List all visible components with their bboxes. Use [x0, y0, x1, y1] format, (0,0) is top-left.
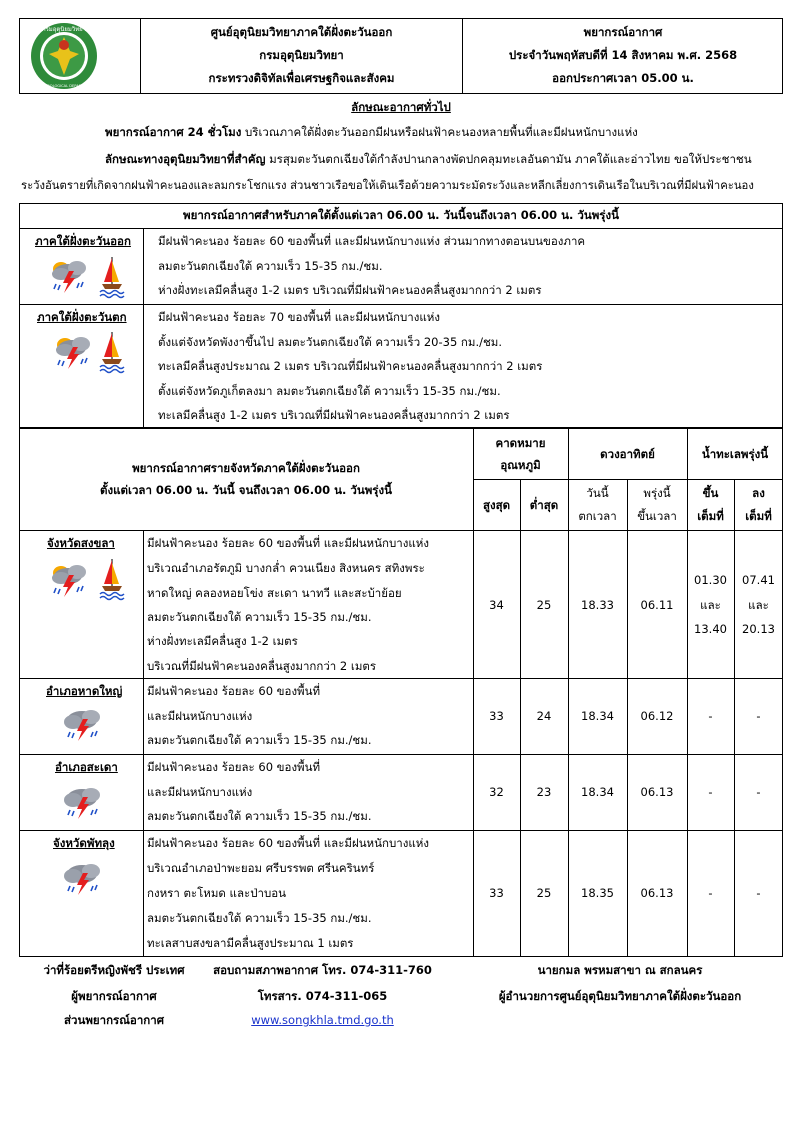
row-hatyai-name: อำเภอหาดใหญ่ [46, 684, 123, 698]
sailboat-icon [100, 255, 126, 299]
org-line-1: ศูนย์อุตุนิยมวิทยาภาคใต้ฝั่งตะวันออก [210, 25, 393, 39]
sunrise-header-1: พรุ่งนี้ [643, 486, 671, 500]
temp-header-2: อุณหภูมิ [500, 458, 541, 472]
row-phatthalung-name: จังหวัดพัทลุง [53, 836, 115, 850]
row-phatthalung-line-1: มีฝนฟ้าคะนอง ร้อยละ 60 ของพื้นที่ และมีฝนหนักบางแห่ง [147, 836, 429, 850]
footer-fax: โทรสาร. 074-311-065 [257, 989, 388, 1003]
general-p2 [105, 152, 752, 166]
row-hatyai-low: - [756, 709, 761, 723]
logo-top-text: กรมอุตุนิยมวิทยา [41, 26, 87, 33]
low-tide-header-1: ลง [752, 486, 765, 500]
row-songkhla-line-5: ห่างฝั่งทะเลมีคลื่นสูง 1-2 เมตร [147, 634, 298, 648]
row-songkhla-low-2: และ [748, 598, 769, 612]
sunrise-header-2: ขึ้นเวลา [637, 509, 677, 523]
temp-header-1: คาดหมาย [495, 436, 546, 450]
region-name-west: ภาคใต้ฝั่งตะวันตก [37, 310, 127, 324]
forecast-issue-time: ออกประกาศเวลา 05.00 น. [552, 71, 694, 85]
row-songkhla-high-2: และ [700, 598, 721, 612]
org-line-2: กรมอุตุนิยมวิทยา [259, 48, 344, 62]
general-p1-label: พยากรณ์อากาศ 24 ชั่วโมง [105, 125, 242, 139]
website-link[interactable]: www.songkhla.tmd.go.th [251, 1013, 394, 1027]
region-east-line-1: มีฝนฟ้าคะนอง ร้อยละ 60 ของพื้นที่ และมีฝนหนักบางแห่ง ส่วนมากทางตอนบนของภาค [158, 234, 586, 248]
province-table-title: พยากรณ์อากาศรายจังหวัดภาคใต้ฝั่งตะวันออก [132, 461, 360, 475]
general-p1 [105, 125, 638, 139]
row-phatthalung-line-2: บริเวณอำเภอป่าพะยอม ศรีบรรพต ศรีนครินทร์ [147, 861, 375, 875]
sailboat-icon [100, 557, 126, 601]
row-sadao-sunrise: 06.13 [640, 785, 674, 799]
sailboat-icon [100, 330, 126, 374]
sunset-header-1: วันนี้ [586, 486, 609, 500]
row-hatyai-line-2: และมีฝนหนักบางแห่ง [147, 709, 253, 723]
south-row-divider [19, 304, 783, 305]
forecaster-dept: ส่วนพยากรณ์อากาศ [63, 1013, 164, 1027]
row-sadao-sunset: 18.34 [581, 785, 614, 799]
tmd-logo [25, 21, 103, 91]
row-songkhla-min: 25 [536, 598, 552, 612]
row-songkhla-high-3: 13.40 [694, 622, 727, 636]
row-songkhla-sunrise: 06.11 [640, 598, 674, 612]
row-sadao-line-1: มีฝนฟ้าคะนอง ร้อยละ 60 ของพื้นที่ [147, 760, 321, 774]
province-table-subtitle: ตั้งแต่เวลา 06.00 น. วันนี้ จนถึงเวลา 06.00 น. วันพรุ่งนี้ [100, 483, 392, 497]
sun-header: ดวงอาทิตย์ [600, 447, 655, 461]
thunderstorm-icon [49, 562, 93, 602]
high-tide-header-2: เต็มที่ [697, 509, 724, 523]
table-hline-1 [19, 678, 783, 679]
row-songkhla-line-4: ลมตะวันตกเฉียงใต้ ความเร็ว 15-35 กม./ชม. [147, 610, 372, 624]
row-hatyai-min: 24 [536, 709, 552, 723]
row-phatthalung-high: - [708, 886, 713, 900]
row-hatyai-line-1: มีฝนฟ้าคะนอง ร้อยละ 60 ของพื้นที่ [147, 684, 321, 698]
row-songkhla-high-1: 01.30 [694, 573, 727, 587]
forecast-date: ประจำวันพฤหัสบดีที่ 14 สิงหาคม พ.ศ. 2568 [508, 48, 738, 62]
row-songkhla-line-1: มีฝนฟ้าคะนอง ร้อยละ 60 ของพื้นที่ และมีฝนหนักบางแห่ง [147, 536, 429, 550]
row-hatyai-sunset: 18.34 [581, 709, 614, 723]
region-east-line-3: ห่างฝั่งทะเลมีคลื่นสูง 1-2 เมตร บริเวณที่มีฝนฟ้าคะนองคลื่นสูงมากกว่า 2 เมตร [158, 283, 542, 297]
thunderstorm-icon [53, 334, 97, 374]
table-hline-sub [473, 479, 783, 480]
table-hline-3 [19, 830, 783, 831]
high-tide-header-1: ขึ้น [702, 486, 719, 500]
thunderstorm-icon [63, 862, 107, 902]
region-west-line-5: ทะเลมีคลื่นสูง 1-2 เมตร บริเวณที่มีฝนฟ้าคะนองคลื่นสูงมากกว่า 2 เมตร [158, 408, 510, 422]
row-phatthalung-line-5: ทะเลสาบสงขลามีคลื่นสูงประมาณ 1 เมตร [147, 936, 354, 950]
row-phatthalung-sunrise: 06.13 [640, 886, 674, 900]
row-songkhla-line-3: หาดใหญ่ คลองหอยโข่ง สะเดา นาทวี และสะบ้าย้อย [147, 586, 402, 600]
general-title: ลักษณะอากาศทั่วไป [351, 100, 451, 114]
row-songkhla-low-1: 07.41 [742, 573, 775, 587]
row-phatthalung-sunset: 18.35 [581, 886, 614, 900]
row-phatthalung-low: - [756, 886, 761, 900]
forecaster-role: ผู้พยากรณ์อากาศ [71, 989, 157, 1003]
row-sadao-high: - [708, 785, 713, 799]
row-phatthalung-max: 33 [489, 886, 504, 900]
south-forecast-title: พยากรณ์อากาศสำหรับภาคใต้ตั้งแต่เวลา 06.00 น. วันนี้จนถึงเวลา 06.00 น. วันพรุ่งนี้ [183, 208, 619, 222]
forecast-title: พยากรณ์อากาศ [583, 25, 663, 39]
row-songkhla-line-6: บริเวณที่มีฝนฟ้าคะนองคลื่นสูงมากกว่า 2 เมตร [147, 659, 377, 673]
low-tide-header-2: เต็มที่ [745, 509, 772, 523]
region-name-east: ภาคใต้ฝั่งตะวันออก [35, 234, 131, 248]
general-p2-line2: ระวังอันตรายที่เกิดจากฝนฟ้าคะนองและลมกระโชกแรง ส่วนชาวเรือขอให้เดินเรือด้วยความระมัดระวังและหลีกเลี่ยงการเดินเรือในบริเวณที่มีฝนฟ้าคะนอง [21, 179, 754, 192]
row-hatyai-high: - [708, 709, 713, 723]
logo-bottom-text: METEOROLOGICAL DEPARTMENT [34, 84, 94, 88]
row-hatyai-sunrise: 06.12 [640, 709, 674, 723]
general-p1-text: บริเวณภาคใต้ฝั่งตะวันออกมีฝนหรือฝนฟ้าคะนองหลายพื้นที่และมีฝนหนักบางแห่ง [241, 125, 638, 139]
row-sadao-min: 23 [536, 785, 552, 799]
region-west-line-1: มีฝนฟ้าคะนอง ร้อยละ 70 ของพื้นที่ และมีฝนหนักบางแห่ง [158, 310, 440, 324]
table-vline-d [568, 428, 569, 957]
table-vline-a [143, 530, 144, 957]
director-role: ผู้อำนวยการศูนย์อุตุนิยมวิทยาภาคใต้ฝั่งตะวันออก [498, 989, 742, 1003]
row-hatyai-line-3: ลมตะวันตกเฉียงใต้ ความเร็ว 15-35 กม./ชม. [147, 733, 372, 747]
region-east-line-2: ลมตะวันตกเฉียงใต้ ความเร็ว 15-35 กม./ชม. [158, 259, 383, 273]
sunset-header-2: ตกเวลา [578, 509, 617, 523]
row-hatyai-max: 33 [489, 709, 504, 723]
min-temp-header: ต่ำสุด [529, 498, 559, 512]
row-phatthalung-line-4: ลมตะวันตกเฉียงใต้ ความเร็ว 15-35 กม./ชม. [147, 911, 372, 925]
thunderstorm-icon [63, 786, 107, 826]
table-hline-head [19, 530, 783, 531]
province-table [19, 428, 783, 957]
row-songkhla-name: จังหวัดสงขลา [47, 536, 115, 550]
row-sadao-name: อำเภอสะเดา [55, 760, 118, 774]
region-west-line-4: ตั้งแต่จังหวัดภูเก็ตลงมา ลมตะวันตกเฉียงใต้ ความเร็ว 15-35 กม./ชม. [158, 384, 501, 398]
region-west-line-3: ทะเลมีคลื่นสูงประมาณ 2 เมตร บริเวณที่มีฝนฟ้าคะนองคลื่นสูงมากกว่า 2 เมตร [158, 359, 543, 373]
table-vline-f [687, 428, 688, 957]
row-songkhla-line-2: บริเวณอำเภอรัตภูมิ บางกล่ำ ควนเนียง สิงหนคร สทิงพระ [147, 561, 425, 575]
row-sadao-low: - [756, 785, 761, 799]
forecaster-name: ว่าที่ร้อยตรีหญิงพัชรี ประเทศ [43, 963, 185, 977]
general-p2-text: มรสุมตะวันตกเฉียงใต้กำลังปานกลางพัดปกคลุมทะเลอันดามัน ภาคใต้และอ่าวไทย ขอให้ประชาชน [265, 152, 752, 166]
row-phatthalung-min: 25 [536, 886, 552, 900]
thunderstorm-icon [49, 258, 93, 298]
south-col-divider [143, 228, 144, 428]
row-sadao-max: 32 [489, 785, 504, 799]
row-sadao-line-2: และมีฝนหนักบางแห่ง [147, 785, 253, 799]
thunderstorm-icon [63, 708, 107, 748]
table-hline-2 [19, 754, 783, 755]
south-title-divider [19, 228, 783, 229]
row-phatthalung-line-3: กงหรา ตะโหมด และป่าบอน [147, 886, 287, 900]
row-songkhla-low-3: 20.13 [742, 622, 775, 636]
row-songkhla-max: 34 [489, 598, 504, 612]
director-name: นายกมล พรหมสาขา ณ สกลนคร [537, 963, 703, 977]
tide-header: น้ำทะเลพรุ่งนี้ [701, 447, 769, 461]
row-songkhla-sunset: 18.33 [581, 598, 614, 612]
footer-phone: สอบถามสภาพอากาศ โทร. 074-311-760 [213, 963, 432, 977]
max-temp-header: สูงสุด [482, 498, 511, 512]
region-west-line-2: ตั้งแต่จังหวัดพังงาขึ้นไป ลมตะวันตกเฉียงใต้ ความเร็ว 20-35 กม./ชม. [158, 335, 503, 349]
org-line-3: กระทรวงดิจิทัลเพื่อเศรษฐกิจและสังคม [208, 71, 395, 85]
general-p2-label: ลักษณะทางอุตุนิยมวิทยาที่สำคัญ [105, 152, 266, 166]
row-sadao-line-3: ลมตะวันตกเฉียงใต้ ความเร็ว 15-35 กม./ชม. [147, 809, 372, 823]
